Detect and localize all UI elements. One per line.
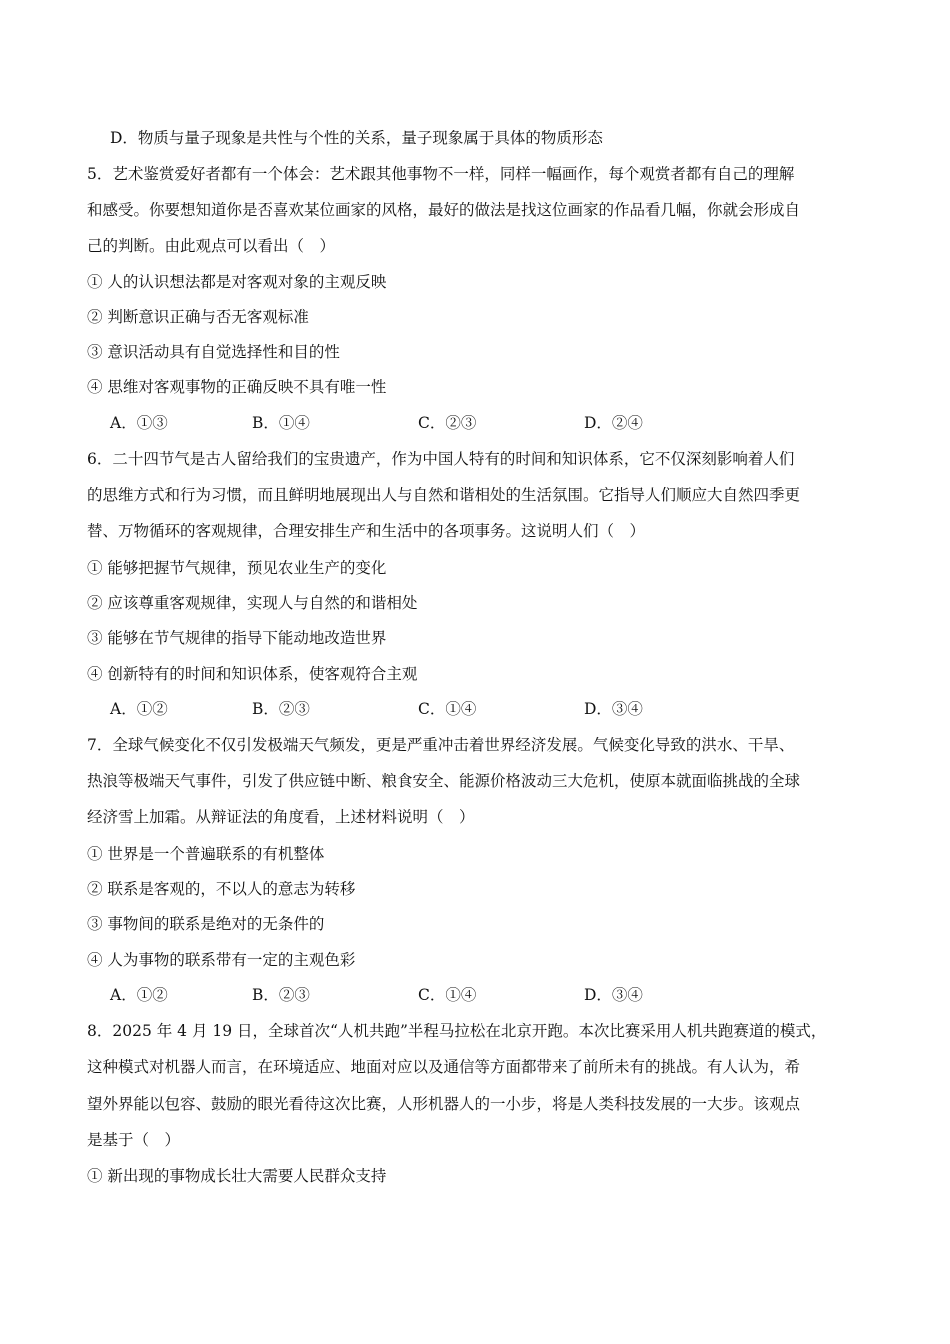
- choice-d: D．③④: [584, 986, 643, 1004]
- q8-stem-line: 8．2025 年 4 月 19 日，全球首次“人机共跑”半程马拉松在北京开跑。本次比赛采用人机共跑赛道的模式，: [87, 1022, 827, 1040]
- q5-item: ④ 思维对客观事物的正确反映不具有唯一性: [87, 378, 387, 396]
- choice-c: C．②③: [418, 414, 477, 432]
- q6-stem-line: 6．二十四节气是古人留给我们的宝贵遗产，作为中国人特有的时间和知识体系，它不仅深刻影响着人们: [87, 450, 795, 468]
- choice-c: C．①④: [418, 986, 477, 1004]
- q7-stem-line: 经济雪上加霜。从辩证法的角度看，上述材料说明（ ）: [87, 808, 475, 826]
- choice-b: B．②③: [252, 700, 310, 718]
- q8-item: ① 新出现的事物成长壮大需要人民群众支持: [87, 1167, 387, 1185]
- q5-stem-line: 5．艺术鉴赏爱好者都有一个体会：艺术跟其他事物不一样，同样一幅画作，每个观赏者都有自己的理解: [87, 165, 795, 183]
- q6-stem-line: 替、万物循环的客观规律，合理安排生产和生活中的各项事务。这说明人们（ ）: [87, 522, 646, 540]
- q4-option-d: D．物质与量子现象是共性与个性的关系，量子现象属于具体的物质形态: [110, 129, 603, 147]
- q8-stem-line: 望外界能以包容、鼓励的眼光看待这次比赛，人形机器人的一小步，将是人类科技发展的一大步。该观点: [87, 1095, 801, 1113]
- q7-stem-line: 7．全球气候变化不仅引发极端天气频发，更是严重冲击着世界经济发展。气候变化导致的洪水、干旱、: [87, 736, 795, 754]
- q6-item: ④ 创新特有的时间和知识体系，使客观符合主观: [87, 665, 418, 683]
- choice-c: C．①④: [418, 700, 477, 718]
- q7-item: ③ 事物间的联系是绝对的无条件的: [87, 915, 325, 933]
- q7-stem-line: 热浪等极端天气事件，引发了供应链中断、粮食安全、能源价格波动三大危机，使原本就面临挑战的全球: [87, 772, 801, 790]
- q8-stem-line: 这种模式对机器人而言，在环境适应、地面对应以及通信等方面都带来了前所未有的挑战。有人认为，希: [87, 1058, 801, 1076]
- q7-item: ④ 人为事物的联系带有一定的主观色彩: [87, 951, 356, 969]
- q5-stem-line: 己的判断。由此观点可以看出（ ）: [87, 237, 336, 255]
- choice-b: B．②③: [252, 986, 310, 1004]
- q5-item: ① 人的认识想法都是对客观对象的主观反映: [87, 273, 387, 291]
- choice-d: D．③④: [584, 700, 643, 718]
- q5-item: ③ 意识活动具有自觉选择性和目的性: [87, 343, 340, 361]
- q6-item: ① 能够把握节气规律，预见农业生产的变化: [87, 559, 387, 577]
- choice-b: B．①④: [252, 414, 310, 432]
- choice-d: D．②④: [584, 414, 643, 432]
- q6-item: ③ 能够在节气规律的指导下能动地改造世界: [87, 629, 387, 647]
- q5-item: ② 判断意识正确与否无客观标准: [87, 308, 309, 326]
- q7-item: ① 世界是一个普遍联系的有机整体: [87, 845, 325, 863]
- choice-a: A．①②: [110, 700, 168, 718]
- q6-item: ② 应该尊重客观规律，实现人与自然的和谐相处: [87, 594, 418, 612]
- q6-stem-line: 的思维方式和行为习惯，而且鲜明地展现出人与自然和谐相处的生活氛围。它指导人们顺应大自然四季更: [87, 486, 801, 504]
- q5-stem-line: 和感受。你要想知道你是否喜欢某位画家的风格，最好的做法是找这位画家的作品看几幅，你就会形成自: [87, 201, 801, 219]
- q8-stem-line: 是基于（ ）: [87, 1131, 181, 1149]
- choice-a: A．①②: [110, 986, 168, 1004]
- q7-item: ② 联系是客观的，不以人的意志为转移: [87, 880, 356, 898]
- choice-a: A．①③: [110, 414, 168, 432]
